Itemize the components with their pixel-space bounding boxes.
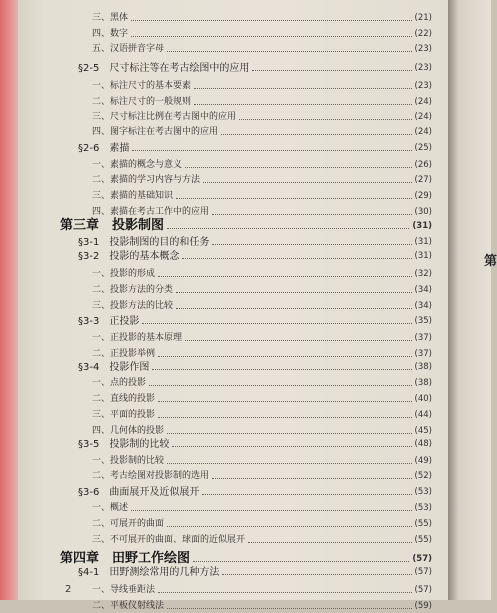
dot-leader <box>158 401 412 402</box>
dot-leader <box>131 510 412 511</box>
dot-leader <box>203 182 412 183</box>
toc-entry <box>92 600 432 613</box>
toc-entry <box>92 284 432 297</box>
toc-entry <box>78 566 432 579</box>
dot-leader <box>252 70 411 71</box>
toc-entry-title: 一、标注尺寸的基本要素 <box>92 81 192 91</box>
toc-entry-title: 三、投影方法的比较 <box>92 301 174 311</box>
toc-entry-page: (35) <box>414 316 432 326</box>
dot-leader <box>193 561 409 562</box>
dot-leader <box>185 167 412 168</box>
dot-leader <box>158 417 412 418</box>
dot-leader <box>149 385 412 386</box>
toc-entry-title: 一、投影制的比较 <box>92 456 165 466</box>
toc-entry-page: (48) <box>414 439 432 449</box>
toc-entry-title: §3-6 曲面展开及近似展开 <box>78 487 200 498</box>
toc-entry-title: §3-2 投影的基本概念 <box>78 251 180 262</box>
toc-entry <box>92 409 432 422</box>
toc-entry-title: §3-4 投影作图 <box>78 362 150 373</box>
toc-entry-page: (57) <box>414 585 432 595</box>
toc-entry-title: 第三章 投影制图 <box>60 218 165 233</box>
toc-entry <box>78 438 432 451</box>
dot-leader <box>202 494 411 495</box>
toc-entry-page: (52) <box>414 471 432 481</box>
toc-entry-title: 一、正投影的基本原理 <box>92 333 183 343</box>
toc-entry <box>92 377 432 390</box>
dot-leader <box>132 150 411 151</box>
toc-entry <box>92 332 432 345</box>
toc-entry <box>92 111 432 124</box>
dot-leader <box>142 323 411 324</box>
toc-entry-page: (34) <box>414 301 432 311</box>
toc-entry-page: (53) <box>414 503 432 513</box>
toc-entry-title: 二、素描的学习内容与方法 <box>92 175 201 185</box>
toc-entry-title: 二、平板仪射线法 <box>92 601 165 611</box>
toc-entry-title: §4-1 田野测绘常用的几种方法 <box>78 567 220 578</box>
toc-entry-page: (25) <box>414 143 432 153</box>
toc-entry-title: 三、素描的基础知识 <box>92 191 174 201</box>
dot-leader <box>152 369 411 370</box>
toc-entry-page: (59) <box>414 601 432 611</box>
toc-entry-title: 二、考古绘图对投影制的选用 <box>92 471 210 481</box>
toc-entry-page: (22) <box>414 29 432 39</box>
toc-entry-title: §3-3 正投影 <box>78 316 140 327</box>
facing-page-text: 第 <box>484 254 497 269</box>
dot-leader <box>212 214 412 215</box>
dot-leader <box>158 356 412 357</box>
toc-entry <box>92 584 432 597</box>
toc-entry <box>78 361 432 374</box>
toc-entry <box>92 80 432 93</box>
toc-entry-title: 四、几何体的投影 <box>92 426 165 436</box>
dot-leader <box>172 446 411 447</box>
dot-leader <box>176 292 412 293</box>
toc-entry-title: 二、投影方法的分类 <box>92 285 174 295</box>
dot-leader <box>167 228 409 229</box>
toc-entry-page: (23) <box>414 81 432 91</box>
toc-entry-page: (45) <box>414 426 432 436</box>
toc-entry-title: 四、图字标注在考古图中的应用 <box>92 127 219 137</box>
toc-entry <box>78 62 432 75</box>
dot-leader <box>212 478 412 479</box>
toc-entry-page: (21) <box>414 13 432 23</box>
dot-leader <box>222 574 411 575</box>
toc-entry <box>78 315 432 328</box>
toc-entry <box>60 217 432 235</box>
dot-leader <box>167 51 412 52</box>
toc-entry-page: (23) <box>414 44 432 54</box>
toc-entry <box>92 348 432 361</box>
book-edge <box>0 0 18 600</box>
toc-entry-page: (44) <box>414 410 432 420</box>
dot-leader <box>221 134 412 135</box>
dot-leader <box>239 119 412 120</box>
toc-entry-page: (49) <box>414 456 432 466</box>
toc-entry <box>92 12 432 25</box>
toc-entry-title: §2-6 素描 <box>78 143 130 154</box>
toc-entry-title: 五、汉语拼音字母 <box>92 44 165 54</box>
toc-entry-page: (40) <box>414 394 432 404</box>
toc-entry-page: (37) <box>414 333 432 343</box>
dot-leader <box>167 608 412 609</box>
toc-entry <box>78 250 432 263</box>
toc-entry-title: 四、数字 <box>92 29 129 39</box>
dot-leader <box>176 308 412 309</box>
toc-entry-page: (29) <box>414 191 432 201</box>
toc-entry <box>92 43 432 56</box>
toc-entry <box>78 142 432 155</box>
dot-leader <box>176 198 412 199</box>
toc-entry <box>92 159 432 172</box>
toc-entry <box>92 96 432 109</box>
dot-leader <box>167 433 412 434</box>
toc-entry-page: (32) <box>414 269 432 279</box>
toc-entry <box>92 470 432 483</box>
dot-leader <box>182 258 411 259</box>
toc-entry <box>92 534 432 547</box>
toc-entry <box>92 190 432 203</box>
facing-page <box>448 0 491 600</box>
toc-entry-title: 第四章 田野工作绘图 <box>60 551 191 566</box>
toc-entry-title: 三、黑体 <box>92 13 129 23</box>
toc-entry-page: (38) <box>414 378 432 388</box>
toc-entry <box>92 455 432 468</box>
dot-leader <box>131 20 412 21</box>
toc-entry-page: (55) <box>414 519 432 529</box>
dot-leader <box>212 244 411 245</box>
toc-entry-title: 一、点的投影 <box>92 378 147 388</box>
dot-leader <box>194 88 412 89</box>
toc-entry-page: (37) <box>414 349 432 359</box>
toc-entry <box>78 486 432 499</box>
toc-entry-page: (31) <box>412 221 432 231</box>
toc-entry <box>92 268 432 281</box>
dot-leader <box>167 526 412 527</box>
page-number: 2 <box>65 584 72 595</box>
toc-entry-title: 二、可展开的曲面 <box>92 519 165 529</box>
toc-entry-page: (38) <box>414 362 432 372</box>
toc-entry-page: (24) <box>414 97 432 107</box>
dot-leader <box>248 542 412 543</box>
toc-entry-page: (53) <box>414 487 432 497</box>
toc-entry-page: (57) <box>412 554 432 564</box>
toc-entry <box>92 425 432 438</box>
dot-leader <box>131 36 412 37</box>
toc-entry-page: (31) <box>414 251 432 261</box>
toc-entry-title: 二、直线的投影 <box>92 394 156 404</box>
toc-entry-page: (26) <box>414 160 432 170</box>
dot-leader <box>194 104 412 105</box>
toc-entry <box>92 174 432 187</box>
toc-entry-title: §2-5 尺寸标注等在考古绘图中的应用 <box>78 63 250 74</box>
toc-entry-title: 三、平面的投影 <box>92 410 156 420</box>
toc-entry-page: (30) <box>414 207 432 217</box>
dot-leader <box>185 340 412 341</box>
toc-entry-title: 一、素描的概念与意义 <box>92 160 183 170</box>
toc-entry-page: (24) <box>414 112 432 122</box>
toc-entry-title: §3-5 投影制的比较 <box>78 439 170 450</box>
toc-entry-page: (34) <box>414 285 432 295</box>
toc-entry-page: (27) <box>414 175 432 185</box>
toc-entry-title: §3-1 投影制图的目的和任务 <box>78 237 210 248</box>
toc-entry-title: 二、正投影举例 <box>92 349 156 359</box>
dot-leader <box>158 592 412 593</box>
toc-entry-title: 一、导线垂距法 <box>92 585 156 595</box>
toc-entry <box>92 126 432 139</box>
dot-leader <box>158 276 412 277</box>
dot-leader <box>167 463 412 464</box>
toc-entry <box>92 518 432 531</box>
toc-entry <box>92 502 432 515</box>
toc-entry-page: (57) <box>414 567 432 577</box>
toc-entry-title: 一、投影的形成 <box>92 269 156 279</box>
toc-entry-title: 二、标注尺寸的一般规则 <box>92 97 192 107</box>
toc-entry <box>92 28 432 41</box>
toc-entry-page: (31) <box>414 237 432 247</box>
toc-entry-page: (23) <box>414 63 432 73</box>
toc-entry-title: 三、不可展开的曲面、球面的近似展开 <box>92 535 246 545</box>
toc-entry-page: (24) <box>414 127 432 137</box>
toc-entry <box>92 300 432 313</box>
toc-entry <box>78 236 432 249</box>
toc-entry <box>92 393 432 406</box>
toc-entry-title: 三、尺寸标注比例在考古图中的应用 <box>92 112 237 122</box>
toc-entry-title: 四、素描在考古工作中的应用 <box>92 207 210 217</box>
toc-entry-page: (55) <box>414 535 432 545</box>
toc-entry-title: 一、概述 <box>92 503 129 513</box>
